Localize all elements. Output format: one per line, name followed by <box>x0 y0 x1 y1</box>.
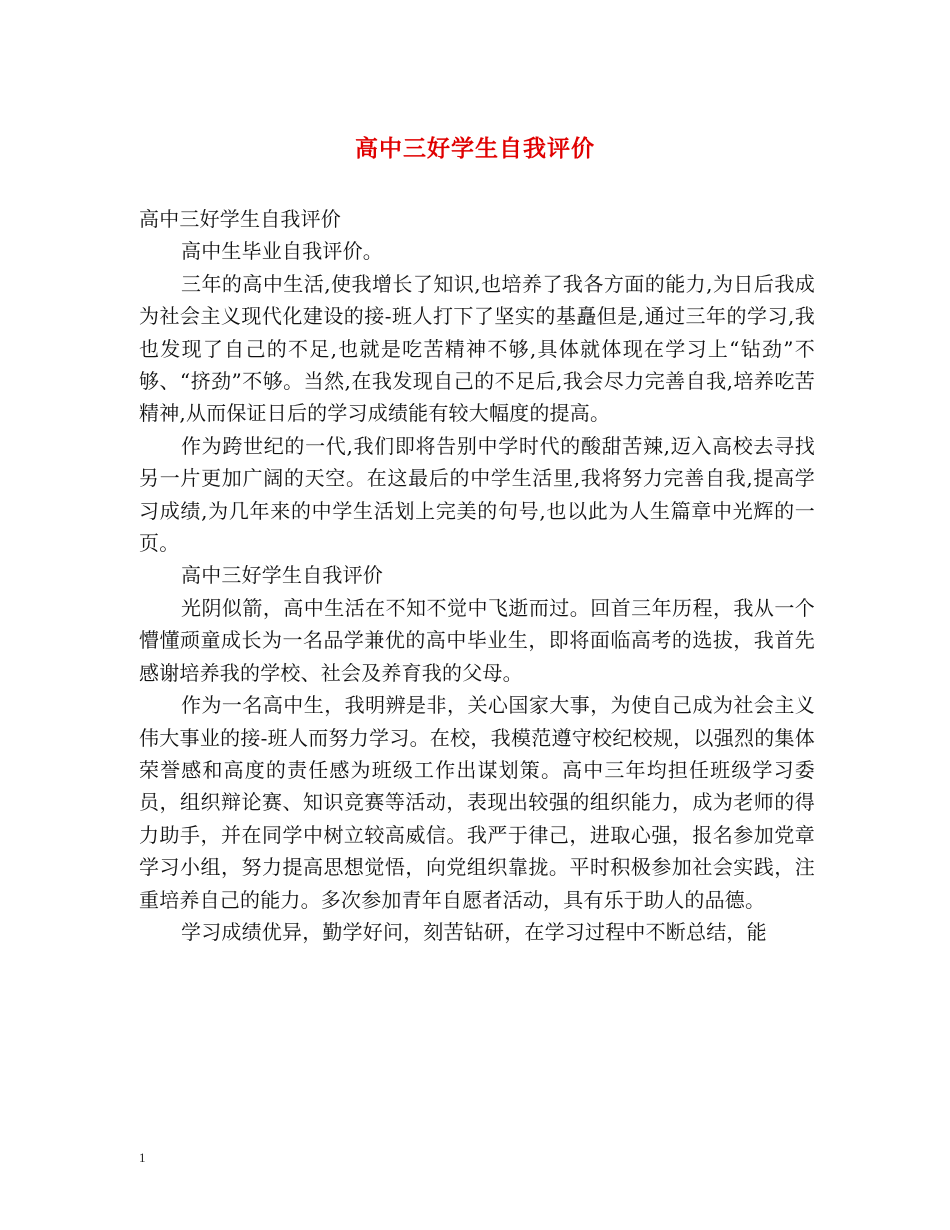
page-number: 1 <box>139 1150 146 1165</box>
paragraph-subheading: 高中三好学生自我评价 <box>181 563 383 588</box>
document-body <box>139 203 815 948</box>
paragraph: 作为跨世纪的一代,我们即将告别中学时代的酸甜苦辣,迈入高校去寻找另一片更加广阔的天空。在这最后的中学生活里,我将努力完善自我,提高学习成绩,为几年来的中学生活划上完美的句号,也以此为人生篇章中光辉的一页。 <box>139 433 815 556</box>
paragraph: 作为一名高中生，我明辨是非，关心国家大事，为使自己成为社会主义伟大事业的接-班人而努力学习。在校，我模范遵守校纪校规，以强烈的集体荣誉感和高度的责任感为班级工作出谋划策。高中三年均担任班级学习委员，组织辩论赛、知识竞赛等活动，表现出较强的组织能力，成为老师的得力助手，并在同学中树立较高威信。我严于律己，进取心强，报名参加党章学习小组，努力提高思想觉悟，向党组织靠拢。平时积极参加社会实践，注重培养自己的能力。多次参加青年自愿者活动，具有乐于助人的品德。 <box>139 693 815 912</box>
document-title: 高中三好学生自我评价 <box>355 135 595 162</box>
paragraph: 高中三好学生自我评价 <box>139 207 341 231</box>
paragraph: 三年的高中生活,使我增长了知识,也培养了我各方面的能力,为日后我成为社会主义现代化建设的接-班人打下了坚实的基矗但是,通过三年的学习,我也发现了自己的不足,也就是吃苦精神不够,具体就体现在学习上“钻劲”不够、“挤劲”不够。当然,在我发现自己的不足后,我会尽力完善自我,培养吃苦精神,从而保证日后的学习成绩能有较大幅度的提高。 <box>139 271 815 426</box>
paragraph: 光阴似箭，高中生活在不知不觉中飞逝而过。回首三年历程，我从一个懵懂顽童成长为一名品学兼优的高中毕业生，即将面临高考的选拔，我首先感谢培养我的学校、社会及养育我的父母。 <box>139 595 815 685</box>
paragraph: 学习成绩优异，勤学好问，刻苦钻研，在学习过程中不断总结，能 <box>181 919 767 944</box>
paragraph: 高中生毕业自我评价。 <box>181 239 383 264</box>
